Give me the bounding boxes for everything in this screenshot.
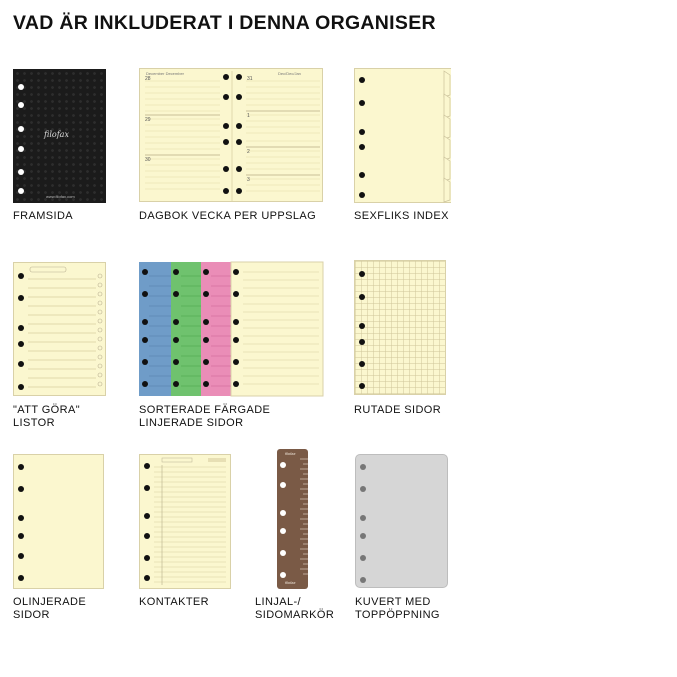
diary-month-right: Dec/Dec/Jan bbox=[278, 71, 301, 76]
caption-colored-1: SORTERADE FÄRGADE bbox=[139, 404, 271, 416]
caption-envelope-1: KUVERT MED bbox=[355, 596, 431, 608]
caption-envelope-2: TOPPÖPPNING bbox=[355, 609, 440, 621]
diary-day-1: 29 bbox=[145, 117, 151, 123]
ruler-image bbox=[277, 449, 308, 589]
contacts-lines bbox=[140, 455, 232, 590]
caption-todo-2: LISTOR bbox=[13, 417, 55, 429]
diary-day-0: 28 bbox=[145, 76, 151, 82]
caption-plain-1: OLINJERADE bbox=[13, 596, 87, 608]
black-cover-image bbox=[13, 69, 106, 203]
cover-url: www.filofax.com bbox=[46, 194, 75, 199]
caption-ruler-1: LINJAL-/ bbox=[255, 596, 301, 608]
caption-ruler-2: SIDOMARKÖR bbox=[255, 609, 335, 621]
cover-logo: filofax bbox=[44, 130, 69, 139]
index-tabs bbox=[355, 69, 452, 204]
caption-framsida: FRAMSIDA bbox=[13, 210, 74, 222]
diary-spread-image bbox=[139, 68, 323, 202]
diary-day-2: 30 bbox=[145, 157, 151, 163]
contacts-page-image bbox=[139, 454, 231, 589]
caption-todo-1: "ATT GÖRA" bbox=[13, 404, 81, 416]
diary-lines bbox=[140, 69, 324, 203]
colored-pages-image bbox=[139, 262, 323, 396]
squared-page-image bbox=[354, 260, 446, 395]
todo-lines bbox=[14, 263, 107, 397]
ruler-brand-top: filofax bbox=[285, 451, 296, 456]
page-title: VAD ÄR INKLUDERAT I DENNA ORGANISER bbox=[13, 12, 436, 34]
caption-index: SEXFLIKS INDEX bbox=[354, 210, 449, 222]
diary-day-4: 1 bbox=[247, 113, 250, 119]
ruler-brand-bottom: filofax bbox=[285, 580, 296, 585]
plain-page-image bbox=[13, 454, 104, 589]
caption-squared: RUTADE SIDOR bbox=[354, 404, 442, 416]
caption-plain-2: SIDOR bbox=[13, 609, 50, 621]
envelope-image bbox=[355, 454, 448, 588]
diary-month-left: December December bbox=[146, 71, 185, 76]
diary-day-6: 3 bbox=[247, 177, 250, 183]
todo-page-image bbox=[13, 262, 106, 396]
caption-colored-2: LINJERADE SIDOR bbox=[139, 417, 244, 429]
index-page-image bbox=[354, 68, 451, 203]
diary-day-5: 2 bbox=[247, 149, 250, 155]
caption-dagbok: DAGBOK VECKA PER UPPSLAG bbox=[139, 210, 317, 222]
diary-day-3: 31 bbox=[247, 76, 253, 82]
caption-contacts: KONTAKTER bbox=[139, 596, 210, 608]
